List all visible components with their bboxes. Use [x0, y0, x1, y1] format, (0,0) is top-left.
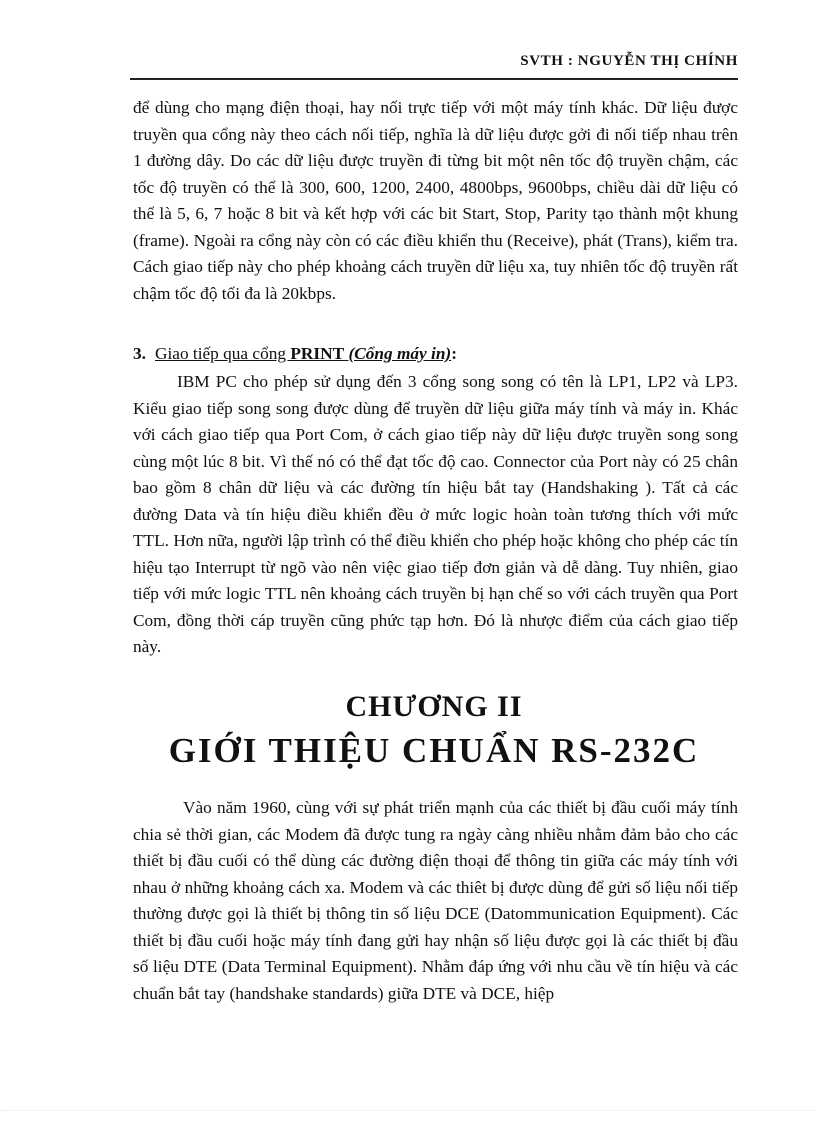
section-title-paren: (Cổng máy in) [344, 344, 452, 363]
paragraph-serial-port: để dùng cho mạng điện thoại, hay nối trực tiếp với một máy tính khác. Dữ liệu được truyền qua cổng này theo cách nối tiếp, nghĩa là dữ liệu được gởi đi nối tiếp nhau trên 1 đường dây. Do các dữ liệu được truyền đi từng bit một nên tốc độ truyền chậm, các tốc độ truyền có thể là 300, 600, 1200, 2400, 4800bps, 9600bps, chiều dài dữ liệu có thể là 5, 6, 7 hoặc 8 bit và kết hợp với các bit Start, Stop, Parity tạo thành một khung (frame). Ngoài ra cổng này còn có các điều khiển thu (Receive), phát (Trans), kiểm tra. Cách giao tiếp này cho phép khoảng cách truyền dữ liệu xa, tuy nhiên tốc độ truyền rất chậm tốc độ tối đa là 20kbps. [133, 98, 738, 303]
header-divider [130, 78, 738, 80]
paragraph-parallel-port: IBM PC cho phép sử dụng đến 3 cổng song song có tên là LP1, LP2 và LP3. Kiểu giao tiếp song song được dùng để truyền dữ liệu giữa máy tính và máy in. Khác với cách giao tiếp qua Port Com, ở cách giao tiếp này dữ liệu được truyền song song cùng một lúc 8 bit. Vì thế nó có thể đạt tốc độ cao. Connector của Port này có 25 chân bao gồm 8 chân dữ liệu và các đường tín hiệu bắt tay (Handshaking ). Tất cả các đường Data và tín hiệu điều khiển đều ở mức logic hoàn toàn tương thích với mức TTL. Hơn nữa, người lập trình có thể điều khiển cho phép hoặc không cho phép các tín hiệu tạo Interrupt từ ngõ vào nên việc giao tiếp đơn giản và dễ dàng. Tuy nhiên, giao tiếp với mức logic TTL nên khoảng cách truyền bị hạn chế so với cách truyền qua Port Com, đồng thời cáp truyền cũng phức tạp hơn. Đó là nhược điểm của cách giao tiếp này. [133, 372, 738, 656]
section-title-keyword: PRINT [290, 344, 345, 363]
chapter-number: CHƯƠNG II [345, 690, 523, 723]
section-title-prefix: Giao tiếp qua cổng [155, 344, 291, 363]
chapter-title: GIỚI THIỆU CHUẨN RS-232C [168, 731, 700, 770]
footer-divider [0, 1110, 816, 1111]
section-title [155, 344, 451, 363]
page-header-author: SVTH : NGUYỄN THỊ CHÍNH [520, 53, 738, 69]
section-number: 3. [133, 344, 146, 363]
paragraph-rs232-intro: Vào năm 1960, cùng với sự phát triển mạnh của các thiết bị đầu cuối máy tính chia sẻ thời gian, các Modem đã được tung ra ngày càng nhiều nhằm đảm bảo cho các thiết bị đầu cuối có thể dùng các đường điện thoại để thông tin giữa các máy tính với nhau ở những khoảng cách xa. Modem và các thiêt bị được dùng để gửi số liệu nối tiếp thường được gọi là thiết bị thông tin số liệu DCE (Datommunication Equipment). Các thiết bị đầu cuối hoặc máy tính đang gửi hay nhận số liệu được gọi là các thiết bị đầu số liệu DTE (Data Terminal Equipment). Nhằm đáp ứng với nhu cầu về tín hiệu và các chuẩn bắt tay (handshake standards) giữa DTE và DCE, hiệp [133, 798, 738, 1003]
section-title-colon: : [451, 344, 457, 363]
section-heading-print-port [133, 341, 738, 367]
